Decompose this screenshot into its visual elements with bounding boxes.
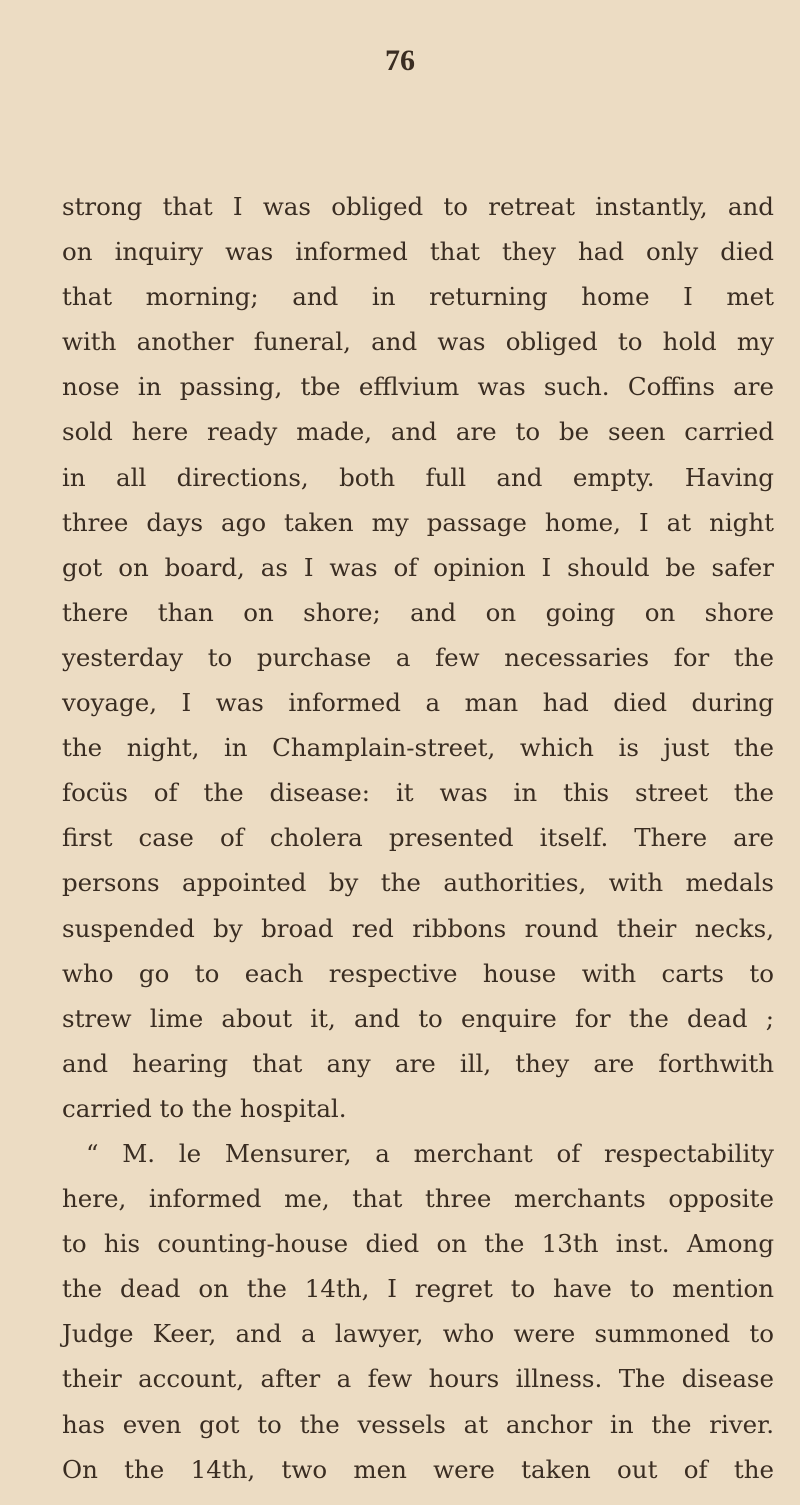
text-line: the dead on the 14th, I regret to have to mention xyxy=(62,1274,774,1304)
text-line: Judge Keer, and a lawyer, who were summoned to xyxy=(62,1319,774,1349)
text-line: to his counting-house died on the 13th inst. Among xyxy=(62,1229,774,1259)
text-line: strong that I was obliged to retreat instantly, and xyxy=(62,192,774,221)
text-line: who go to each respective house with carts to xyxy=(62,958,774,988)
body-text xyxy=(62,184,774,1492)
text-line: has even got to the vessels at anchor in the river. xyxy=(62,1409,774,1439)
text-line: sold here ready made, and are to be seen carried xyxy=(62,417,774,447)
text-line: three days ago taken my passage home, I at night xyxy=(62,507,774,537)
text-line: got on board, as I was of opinion I should be safer xyxy=(62,552,774,582)
page-number: 76 xyxy=(385,44,415,77)
text-line: focüs of the disease: it was in this street the xyxy=(62,778,774,808)
text-line: persons appointed by the authorities, with medals xyxy=(62,868,774,898)
text-line: here, informed me, that three merchants opposite xyxy=(62,1184,774,1214)
text-line: suspended by broad red ribbons round their necks, xyxy=(62,913,774,943)
text-line: the night, in Champlain-street, which is just the xyxy=(62,733,774,763)
text-line: their account, after a few hours illness. The disease xyxy=(62,1364,774,1394)
text-line: On the 14th, two men were taken out of the xyxy=(62,1454,774,1484)
text-line: with another funeral, and was obliged to hold my xyxy=(62,327,774,357)
text-line: on inquiry was informed that they had only died xyxy=(62,237,774,267)
text-line: and hearing that any are ill, they are forthwith xyxy=(62,1048,774,1078)
text-line: in all directions, both full and empty. Having xyxy=(62,462,774,492)
text-line: that morning; and in returning home I met xyxy=(62,282,774,312)
text-line: voyage, I was informed a man had died during xyxy=(62,688,774,718)
text-line: strew lime about it, and to enquire for the dead ; xyxy=(62,1003,774,1033)
text-line: carried to the hospital. xyxy=(62,1093,347,1123)
text-line: “ M. le Mensurer, a merchant of respectability xyxy=(86,1138,774,1168)
text-line: yesterday to purchase a few necessaries for the xyxy=(62,642,774,672)
text-line: nose in passing, tbe efflvium was such. Coffins are xyxy=(62,372,774,402)
text-line: there than on shore; and on going on shore xyxy=(62,597,774,627)
text-line: first case of cholera presented itself. There are xyxy=(62,823,774,853)
